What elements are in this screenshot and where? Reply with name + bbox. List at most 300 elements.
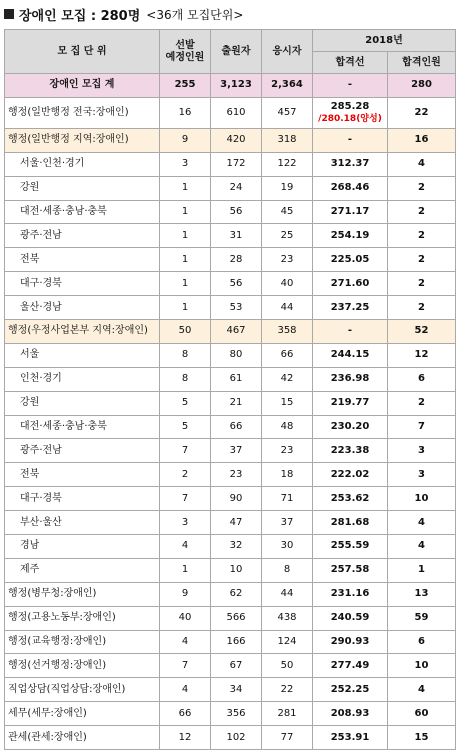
header-year: 2018년 [313,30,456,52]
table-row [5,582,456,606]
row-planned [160,463,211,487]
row-unit-name [5,224,160,248]
table-row [5,558,456,582]
row-applicants-text: 467 [226,325,246,337]
row-passed-text: 10 [414,659,429,671]
header-test-takers: 응시자 [262,30,313,74]
row-applicants-text: 102 [226,731,246,743]
row-applicants-text: 32 [229,540,243,552]
total-passed: 280 [388,74,456,98]
row-passed-text: 4 [418,540,425,552]
row-unit-name [5,320,160,344]
row-test-takers-text: 457 [277,106,297,118]
row-unit-name-text: 관세(관세:장애인) [8,731,87,743]
row-cutoff-text: 253.62 [330,492,370,504]
row-passed-text: 2 [418,301,425,313]
row-passed [388,272,456,296]
row-planned [160,415,211,439]
row-passed [388,726,456,750]
cutoff-note: /280.18(양성) [318,113,382,124]
row-passed-text: 22 [414,106,429,118]
row-test-takers [262,558,313,582]
row-applicants [211,97,262,128]
row-applicants [211,415,262,439]
row-passed [388,535,456,559]
table-row [5,535,456,559]
table-row [5,511,456,535]
row-planned-text: 8 [181,373,189,385]
row-planned [160,511,211,535]
row-planned-text: 7 [181,444,189,456]
row-planned-text: 12 [178,731,192,743]
row-unit-name [5,726,160,750]
row-applicants [211,367,262,391]
row-applicants [211,511,262,535]
row-unit-name-text: 대전·세종·충남·충북 [20,421,107,433]
row-planned-text: 1 [181,229,189,241]
row-planned-text: 4 [181,683,189,695]
row-passed [388,224,456,248]
row-cutoff-text: 312.37 [330,158,370,170]
row-test-takers [262,343,313,367]
row-applicants [211,487,262,511]
row-applicants-text: 166 [226,636,246,648]
row-test-takers [262,224,313,248]
row-cutoff [313,726,388,750]
table-row [5,463,456,487]
row-planned-text: 1 [181,182,189,194]
row-applicants-text: 10 [229,564,243,576]
row-planned-text: 4 [181,636,189,648]
row-test-takers [262,128,313,152]
row-test-takers-text: 37 [280,516,294,528]
header-passed: 합격인원 [388,52,456,74]
row-test-takers [262,391,313,415]
table-row [5,272,456,296]
row-unit-name [5,678,160,702]
row-unit-name-text: 울산·경남 [20,301,62,313]
row-cutoff-text: 208.93 [330,707,370,719]
row-planned [160,200,211,224]
row-applicants [211,439,262,463]
table-row [5,320,456,344]
row-applicants-text: 21 [229,397,243,409]
row-unit-name [5,391,160,415]
row-passed-text: 2 [418,253,425,265]
row-test-takers [262,439,313,463]
row-unit-name-text: 전북 [20,253,40,265]
row-passed [388,128,456,152]
row-cutoff-text: 244.15 [330,349,370,361]
row-passed [388,487,456,511]
header-cutoff: 합격선 [313,52,388,74]
row-test-takers-text: 30 [280,540,294,552]
row-test-takers-text: 281 [277,707,297,719]
row-passed-text: 13 [414,588,429,600]
row-planned-text: 1 [181,277,189,289]
row-test-takers-text: 22 [280,683,294,695]
row-cutoff-text: 253.91 [330,731,370,743]
row-planned-text: 7 [181,492,189,504]
total-applicants: 3,123 [211,74,262,98]
row-applicants-text: 356 [226,707,246,719]
row-cutoff [313,487,388,511]
row-test-takers [262,415,313,439]
row-unit-name [5,97,160,128]
row-cutoff [313,320,388,344]
header-planned: 선발 예정인원 [160,30,211,74]
row-cutoff-text: 222.02 [330,468,370,480]
header-unit: 모 집 단 위 [5,30,160,74]
row-test-takers [262,487,313,511]
row-planned [160,248,211,272]
row-unit-name-text: 경남 [20,540,40,552]
row-planned-text: 7 [181,659,189,671]
row-applicants [211,606,262,630]
row-planned-text: 3 [181,158,189,170]
row-test-takers [262,582,313,606]
row-passed-text: 7 [418,421,425,433]
row-cutoff-text: 252.25 [330,683,370,695]
row-cutoff-text: 257.58 [330,564,370,576]
row-unit-name [5,128,160,152]
row-planned [160,558,211,582]
row-unit-name-text: 인천·경기 [20,373,62,385]
row-planned-text: 5 [181,397,189,409]
row-cutoff [313,654,388,678]
row-unit-name-text: 광주·전남 [20,229,62,241]
row-applicants-text: 24 [229,182,243,194]
row-applicants [211,248,262,272]
row-test-takers-text: 318 [277,134,297,146]
row-passed-text: 2 [418,397,425,409]
row-cutoff-text: 281.68 [330,516,370,528]
row-test-takers-text: 77 [280,731,294,743]
row-unit-name-text: 강원 [20,397,40,409]
row-cutoff-text: 231.16 [330,588,370,600]
recruitment-table [4,29,456,750]
row-planned [160,630,211,654]
row-unit-name [5,630,160,654]
row-planned [160,320,211,344]
row-passed [388,678,456,702]
row-cutoff [313,128,388,152]
row-unit-name [5,606,160,630]
row-applicants [211,535,262,559]
row-passed [388,415,456,439]
row-planned-text: 8 [181,349,189,361]
row-applicants-text: 47 [229,516,243,528]
row-unit-name-text: 행정(고용노동부:장애인) [8,612,116,624]
row-applicants-text: 37 [229,444,243,456]
row-passed [388,463,456,487]
table-row [5,367,456,391]
row-unit-name [5,439,160,463]
row-cutoff [313,343,388,367]
row-applicants [211,558,262,582]
row-cutoff-text: 223.38 [330,444,370,456]
row-planned [160,152,211,176]
row-test-takers-text: 8 [283,564,291,576]
row-applicants-text: 62 [229,588,243,600]
row-test-takers [262,702,313,726]
total-row [5,74,456,98]
row-planned [160,296,211,320]
row-unit-name [5,487,160,511]
row-test-takers-text: 23 [280,444,294,456]
row-unit-name [5,200,160,224]
row-planned [160,391,211,415]
row-unit-name-text: 광주·전남 [20,444,62,456]
header-applicants: 출원자 [211,30,262,74]
row-planned-text: 1 [181,206,189,217]
row-unit-name [5,558,160,582]
table-row [5,200,456,224]
row-unit-name-text: 부산·울산 [20,516,62,528]
row-cutoff [313,176,388,200]
row-passed-text: 3 [418,468,425,480]
row-cutoff-text: 219.77 [330,397,370,409]
row-planned [160,176,211,200]
row-applicants-text: 80 [229,349,243,361]
row-passed-text: 15 [414,731,429,743]
row-unit-name-text: 행정(선거행정:장애인) [8,659,107,671]
row-applicants-text: 67 [229,659,243,671]
row-unit-name-text: 대구·경북 [20,277,62,289]
row-unit-name [5,582,160,606]
row-test-takers-text: 19 [280,182,294,194]
row-applicants [211,630,262,654]
row-applicants-text: 34 [229,683,243,695]
row-cutoff [313,535,388,559]
row-cutoff [313,248,388,272]
row-unit-name-text: 서울·인천·경기 [20,158,85,170]
row-test-takers [262,654,313,678]
row-test-takers [262,726,313,750]
row-test-takers [262,606,313,630]
row-test-takers-text: 66 [280,349,294,361]
row-unit-name [5,343,160,367]
bullet-square-icon [4,9,14,19]
table-row [5,391,456,415]
row-passed-text: 2 [418,229,425,241]
row-applicants-text: 56 [229,206,243,217]
row-applicants [211,176,262,200]
row-applicants-text: 61 [229,373,243,385]
row-unit-name-text: 행정(병무청:장애인) [8,588,97,600]
row-cutoff-text: - [347,325,353,337]
row-applicants [211,128,262,152]
row-cutoff [313,630,388,654]
row-passed-text: 4 [418,683,425,695]
row-test-takers-text: 48 [280,421,294,433]
row-test-takers [262,678,313,702]
row-passed-text: 2 [418,182,425,194]
row-applicants-text: 31 [229,229,243,241]
row-applicants [211,296,262,320]
total-planned: 255 [160,74,211,98]
row-planned-text: 2 [181,468,189,480]
row-unit-name-text: 대전·세종·충남·충북 [20,206,107,217]
row-cutoff [313,200,388,224]
row-unit-name [5,535,160,559]
row-planned [160,272,211,296]
row-cutoff [313,702,388,726]
table-row [5,224,456,248]
row-cutoff [313,391,388,415]
row-cutoff-text: 255.59 [330,540,370,552]
row-applicants-text: 66 [229,421,243,433]
row-unit-name [5,248,160,272]
row-planned [160,606,211,630]
table-row [5,128,456,152]
row-planned [160,702,211,726]
row-applicants [211,582,262,606]
row-planned [160,535,211,559]
row-cutoff [313,582,388,606]
row-passed [388,97,456,128]
row-planned [160,128,211,152]
row-test-takers-text: 358 [277,325,297,337]
row-cutoff [313,678,388,702]
table-row [5,248,456,272]
row-passed-text: 4 [418,516,425,528]
row-unit-name [5,272,160,296]
row-passed-text: 52 [414,325,429,337]
row-passed-text: 16 [414,134,429,146]
row-test-takers-text: 71 [280,492,294,504]
row-test-takers [262,511,313,535]
table-row [5,726,456,750]
row-planned-text: 3 [181,516,189,528]
row-applicants [211,224,262,248]
row-cutoff [313,606,388,630]
row-planned-text: 9 [181,134,189,146]
row-cutoff-text: 285.28 [330,100,370,112]
total-test-takers: 2,364 [262,74,313,98]
row-planned [160,367,211,391]
row-unit-name-text: 강원 [20,182,40,194]
row-planned-text: 66 [178,707,192,719]
total-cutoff: - [313,74,388,98]
row-passed-text: 12 [414,349,429,361]
row-test-takers [262,463,313,487]
total-name: 장애인 모집 계 [5,74,160,98]
row-planned [160,97,211,128]
row-applicants-text: 90 [229,492,243,504]
row-passed-text: 1 [418,564,425,576]
row-passed-text: 2 [418,277,425,289]
table-row [5,678,456,702]
row-passed [388,391,456,415]
row-cutoff-text: 254.19 [330,229,370,241]
row-planned [160,343,211,367]
title-main: 장애인 모집 : 280명 [19,8,141,24]
row-passed [388,248,456,272]
table-row [5,343,456,367]
row-applicants-text: 28 [229,253,243,265]
row-unit-name [5,176,160,200]
table-row [5,97,456,128]
row-applicants [211,272,262,296]
row-test-takers [262,272,313,296]
row-passed [388,320,456,344]
row-test-takers [262,248,313,272]
row-unit-name-text: 서울 [20,349,40,361]
row-planned-text: 4 [181,540,189,552]
row-passed [388,654,456,678]
row-applicants-text: 56 [229,277,243,289]
row-unit-name-text: 전북 [20,468,40,480]
row-passed-text: 6 [418,636,425,648]
row-test-takers [262,176,313,200]
row-passed [388,511,456,535]
row-passed-text: 3 [418,444,425,456]
row-applicants-text: 53 [229,301,243,313]
row-test-takers-text: 40 [280,277,294,289]
row-applicants [211,678,262,702]
row-applicants [211,463,262,487]
row-cutoff [313,224,388,248]
row-planned [160,654,211,678]
row-applicants [211,654,262,678]
row-cutoff-text: 290.93 [330,636,370,648]
table-row [5,702,456,726]
row-applicants-text: 566 [226,612,246,624]
row-cutoff-text: 268.46 [330,182,370,194]
row-unit-name [5,415,160,439]
row-unit-name [5,511,160,535]
row-passed-text: 2 [418,206,425,217]
table-row [5,630,456,654]
row-applicants-text: 610 [226,106,246,118]
row-unit-name-text: 직업상담(직업상담:장애인) [8,683,126,695]
row-unit-name-text: 대구·경북 [20,492,62,504]
table-row [5,296,456,320]
row-unit-name [5,702,160,726]
row-unit-name [5,463,160,487]
row-planned-text: 1 [181,564,189,576]
row-cutoff [313,367,388,391]
row-test-takers-text: 44 [280,588,294,600]
row-passed [388,176,456,200]
row-planned [160,582,211,606]
row-test-takers [262,296,313,320]
row-test-takers [262,200,313,224]
row-applicants-text: 420 [226,134,246,146]
row-applicants [211,702,262,726]
row-applicants [211,726,262,750]
row-unit-name [5,152,160,176]
row-planned-text: 9 [181,588,189,600]
row-cutoff-text: 277.49 [330,659,370,671]
row-test-takers-text: 124 [277,636,297,648]
title-sub: <36개 모집단위> [146,7,244,22]
row-passed-text: 4 [418,158,425,170]
row-passed [388,296,456,320]
row-test-takers-text: 42 [280,373,294,385]
row-cutoff-text: 225.05 [330,253,370,265]
row-applicants [211,200,262,224]
row-applicants [211,343,262,367]
row-test-takers-text: 18 [280,468,294,480]
row-passed [388,558,456,582]
row-passed [388,702,456,726]
row-applicants [211,391,262,415]
row-cutoff [313,97,388,128]
row-passed [388,152,456,176]
row-applicants-text: 172 [226,158,246,170]
